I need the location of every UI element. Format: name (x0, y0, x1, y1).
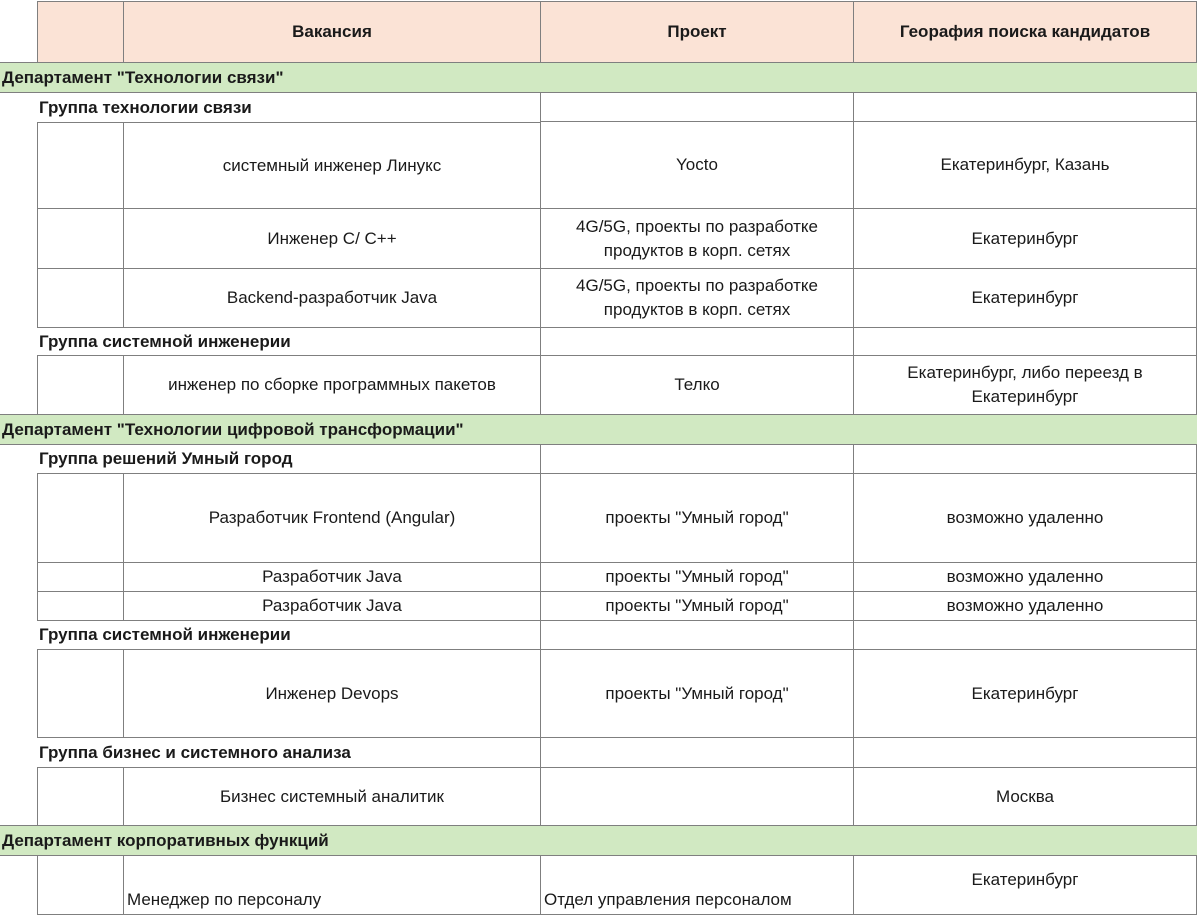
geography-cell[interactable]: возможно удаленно (946, 567, 1104, 586)
group-title[interactable]: Группа технологии связи (39, 97, 252, 117)
vacancy-cell[interactable]: системный инженер Линукс (222, 155, 442, 175)
geography-cell[interactable]: Екатеринбург, Казань (940, 155, 1110, 174)
project-cell[interactable]: Yocto (676, 155, 718, 174)
geography-cell[interactable]: Москва (995, 786, 1055, 806)
geography-cell[interactable]: Екатеринбург, либо переезд в Екатеринбург (907, 363, 1143, 406)
geography-cell[interactable]: возможно удаленно (946, 596, 1104, 615)
project-cell[interactable]: Отдел управления персоналом (544, 890, 792, 909)
project-cell[interactable]: проекты "Умный город" (605, 508, 789, 527)
group-title[interactable]: Группа бизнес и системного анализа (39, 742, 351, 762)
project-cell[interactable]: проекты "Умный город" (605, 683, 789, 703)
vacancy-cell[interactable]: Разработчик Frontend (Angular) (208, 508, 456, 527)
project-cell[interactable]: проекты "Умный город" (605, 567, 789, 586)
project-cell[interactable]: проекты "Умный город" (605, 596, 789, 615)
department-title[interactable]: Департамент "Технологии цифровой трансформации" (2, 419, 464, 439)
project-cell[interactable]: 4G/5G, проекты по разработке продуктов в корп. сетях (576, 216, 818, 260)
project-cell[interactable]: 4G/5G, проекты по разработке продуктов в корп. сетях (576, 276, 818, 319)
department-title[interactable]: Департамент корпоративных функций (2, 830, 329, 850)
geography-cell[interactable]: Екатеринбург (971, 870, 1079, 889)
vacancy-cell[interactable]: Backend-разработчик Java (226, 288, 438, 307)
header-project[interactable]: Проект (667, 22, 727, 41)
project-cell[interactable]: Телко (674, 375, 720, 394)
header-geography[interactable]: Георафия поиска кандидатов (899, 22, 1151, 41)
vacancy-cell[interactable]: Инженер C/ C++ (267, 228, 397, 248)
group-title[interactable]: Группа решений Умный город (39, 449, 293, 468)
group-title[interactable]: Группа системной инженерии (39, 625, 291, 644)
vacancy-cell[interactable]: Бизнес системный аналитик (219, 786, 444, 806)
project-cell[interactable] (541, 768, 853, 825)
vacancy-cell[interactable]: Разработчик Java (262, 596, 402, 615)
group-title[interactable]: Группа системной инженерии (39, 331, 291, 351)
vacancy-cell[interactable]: Инженер Devops (265, 683, 399, 703)
geography-cell[interactable]: Екатеринбург (971, 288, 1079, 307)
geography-cell[interactable]: Екатеринбург (971, 228, 1079, 248)
vacancy-cell[interactable]: инженер по сборке программных пакетов (168, 375, 496, 394)
header-vacancy[interactable]: Вакансия (292, 22, 372, 41)
geography-cell[interactable]: возможно удаленно (946, 508, 1104, 527)
department-title[interactable]: Департамент "Технологии связи" (2, 67, 284, 87)
vacancy-cell[interactable]: Разработчик Java (262, 567, 402, 586)
geography-cell[interactable]: Екатеринбург (971, 683, 1079, 703)
vacancy-cell[interactable]: Менеджер по персоналу (127, 890, 322, 909)
